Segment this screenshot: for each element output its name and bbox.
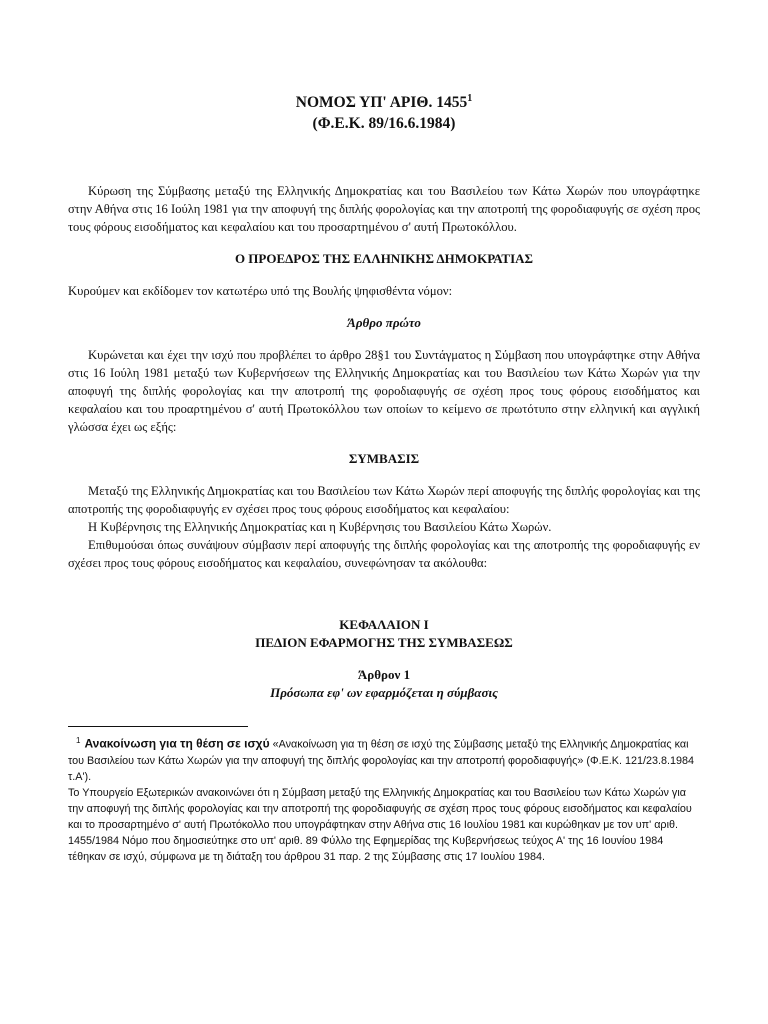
footnote-text-2: Το Υπουργείο Εξωτερικών ανακοινώνει ότι η Σύμβαση μεταξύ της Ελληνικής Δημοκρατίας και του Βασιλείου των Κάτω Χωρών για την αποφυγή της διπλής φορολογίας και την αποτροπή της φοροδιαφυγής σε σχέση προς τους φόρους εισοδήματος και κεφαλαίου και το προσαρτημένο σ' αυτή Πρωτόκολλο που υπογράφτηκαν στην Αθήνα στις 16 Ιουλίου 1981 και κυρώθηκαν με τον υπ' αριθ. 1455/1984 Νόμο που δημοσιεύτηκε στο υπ' αριθ. 89 Φύλλο της Εφημερίδας της Κυβερνήσεως τεύχος Α' της 16 Ιουνίου 1984 τέθηκαν σε ισχύ, σύμφωνα με τη διάταξη του άρθρου 31 παρ. 2 της Σύμβασης στις 17 Ιουλίου 1984. bbox=[68, 786, 692, 863]
footnote-first-paragraph bbox=[68, 733, 700, 785]
footnote-marker: 1 bbox=[76, 736, 81, 746]
convention-paragraph-2: Η Κυβέρνησις της Ελληνικής Δημοκρατίας και η Κυβέρνησις του Βασιλείου Κάτω Χωρών. bbox=[88, 520, 552, 535]
article-1-title: Πρόσωπα εφ' ων εφαρμόζεται η σύμβασις bbox=[270, 685, 498, 701]
footnote-lead: Ανακοίνωση για τη θέση σε ισχύ bbox=[84, 736, 270, 751]
ratification-line: Κυρούμεν και εκδίδομεν τον κατωτέρω υπό της Βουλής ψηφισθέντα νόμον: bbox=[68, 284, 453, 299]
article-1-heading: Άρθρον 1 bbox=[357, 667, 411, 683]
convention-paragraph-3: Επιθυμούσαι όπως συνάψουν σύμβασιν περί αποφυγής της διπλής φορολογίας και της αποτροπής της φοροδιαφυγής εν σχέσει προς τους φόρους εισοδήματος και κεφαλαίου, συνεφώνησαν τα ακόλουθα: bbox=[68, 538, 700, 571]
president-heading: Ο ΠΡΟΕΔΡΟΣ ΤΗΣ ΕΛΛΗΝΙΚΗΣ ΔΗΜΟΚΡΑΤΙΑΣ bbox=[234, 251, 534, 267]
footnote-reference[interactable]: 1 bbox=[467, 93, 473, 104]
document-content bbox=[68, 88, 700, 865]
footnote bbox=[68, 733, 700, 865]
gazette-reference: (Φ.Ε.Κ. 89/16.6.1984) bbox=[312, 115, 456, 133]
law-title: ΝΟΜΟΣ ΥΠ' ΑΡΙΘ. 1455$^1$ bbox=[295, 93, 473, 112]
convention-paragraph-1: Μεταξύ της Ελληνικής Δημοκρατίας και του Βασιλείου των Κάτω Χωρών περί αποφυγής της διπλής φορολογίας και της αποτροπής της φοροδιαφυγής εν σχέσει προς τους φόρους εισοδήματος και κεφαλαίου: bbox=[68, 484, 700, 517]
convention-heading: ΣΥΜΒΑΣΙΣ bbox=[348, 451, 420, 467]
article-one-text: Κυρώνεται και έχει την ισχύ που προβλέπει το άρθρο 28§1 του Συντάγματος η Σύμβαση που υπογράφτηκε στην Αθήνα στις 16 Ιούλη 1981 μεταξύ των Κυβερνήσεων της Ελληνικής Δημοκρατίας και του Βασιλείου των Κάτω Χωρών για την αποφυγή της διπλής φορολογίας και την αποτροπή της φοροδιαφυγής σε σχέση προς τους φόρους εισοδήματος και κεφαλαίου και του προαρτημένου σ' αυτή Πρωτοκόλλου των οποίων το κείμενο σε πρωτότυπο στην ελληνική και αγγλική γλώσσα έχει ως εξής: bbox=[68, 348, 700, 435]
chapter-title: ΠΕΔΙΟΝ ΕΦΑΡΜΟΓΗΣ ΤΗΣ ΣΥΜΒΑΣΕΩΣ bbox=[255, 635, 513, 651]
footnote-text-1: «Ανακοίνωση για τη θέση σε ισχύ της Σύμβασης μεταξύ της Ελληνικής Δημοκρατίας και του Βασιλείου των Κάτω Χωρών για την αποφυγή της διπλής φορολογίας και την αποτροπή φοροδιαφυγής» (Φ.Ε.Κ. 121/23.8.1984 τ.Α'). bbox=[68, 738, 695, 783]
footnote-divider bbox=[68, 726, 248, 727]
law-summary: Κύρωση της Σύμβασης μεταξύ της Ελληνικής Δημοκρατίας και του Βασιλείου των Κάτω Χωρών που υπογράφτηκε στην Αθήνα στις 16 Ιούλη 1981 για την αποφυγή της διπλής φορολογίας και την αποτροπή της φοροδιαφυγής σε σχέση προς τους φόρους εισοδήματος και κεφαλαίου και του προσαρτημένου σ' αυτή Πρωτοκόλλου. bbox=[68, 184, 700, 235]
chapter-number: ΚΕΦΑΛΑΙΟΝ Ι bbox=[339, 617, 429, 633]
article-one-heading: Άρθρο πρώτο bbox=[347, 315, 421, 331]
